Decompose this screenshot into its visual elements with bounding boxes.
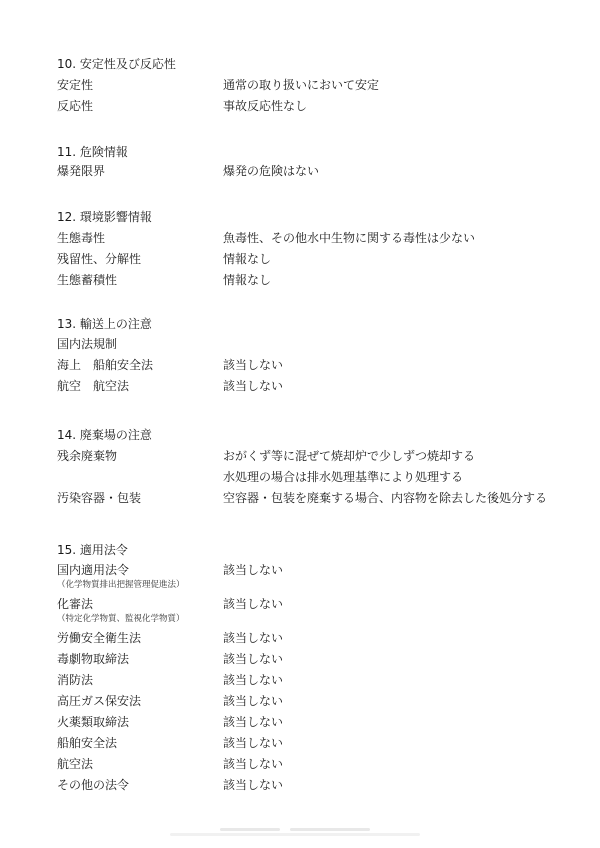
row-label: 航空法: [57, 757, 94, 771]
section-15-note-prtr: （化学物質排出把握管理促進法）: [57, 580, 185, 590]
row-value: 該当しない: [223, 652, 284, 666]
row-value: 情報なし: [223, 273, 272, 287]
row-label: 労働安全衛生法: [57, 631, 142, 645]
row-label: 残留性、分解性: [57, 252, 142, 266]
row-label: 汚染容器・包装: [57, 491, 142, 505]
row-value: 該当しない: [223, 778, 284, 792]
section-12-row-persistence: [57, 251, 271, 267]
section-15-row-aviation: [57, 756, 283, 772]
row-value: 通常の取り扱いにおいて安定: [223, 78, 380, 92]
row-value: 該当しない: [223, 631, 284, 645]
footer-faint-mark: [170, 833, 420, 836]
section-15-row-fire-service: [57, 672, 283, 688]
row-label: 船舶安全法: [57, 736, 118, 750]
section-13-row-sea: [57, 357, 283, 373]
section-15-row-ship-safety: [57, 735, 283, 751]
section-14-row-water-treatment: 水処理の場合は排水処理基準により処理する: [223, 470, 464, 484]
row-value: 情報なし: [223, 252, 272, 266]
row-value: 該当しない: [223, 673, 284, 687]
section-15-row-cscl: [57, 596, 283, 612]
row-label: 爆発限界: [57, 164, 106, 178]
section-15-row-other-laws: [57, 777, 283, 793]
section-13-row-air: [57, 378, 283, 394]
section-14-row-contaminated-container: [57, 490, 547, 506]
row-value: 該当しない: [223, 757, 284, 771]
section-10-row-stability: [57, 77, 379, 93]
row-value: 該当しない: [223, 358, 284, 372]
row-value: おがくず等に混ぜて焼却炉で少しずつ焼却する: [223, 449, 476, 463]
row-value: 該当しない: [223, 379, 284, 393]
row-value: 空容器・包装を廃棄する場合、内容物を除去した後処分する: [223, 491, 548, 505]
row-label: 高圧ガス保安法: [57, 694, 142, 708]
row-value: 該当しない: [223, 715, 284, 729]
section-11-row-explosion-limit: [57, 163, 319, 179]
row-value: 該当しない: [223, 736, 284, 750]
row-label: 化審法: [57, 597, 94, 611]
row-value: 該当しない: [223, 694, 284, 708]
row-label: その他の法令: [57, 778, 130, 792]
row-value: 事故反応性なし: [223, 99, 308, 113]
section-12-heading: 12. 環境影響情報: [57, 210, 152, 224]
section-12-row-ecotoxicity: [57, 230, 475, 246]
section-11-heading: 11. 危険情報: [57, 145, 128, 159]
row-label: 生態毒性: [57, 231, 106, 245]
footer-faint-text: [150, 826, 450, 836]
row-value: 該当しない: [223, 597, 284, 611]
section-15-row-explosives: [57, 714, 283, 730]
section-14-row-residual-waste: [57, 448, 475, 464]
row-value: 爆発の危険はない: [223, 164, 320, 178]
row-value: 魚毒性、その他水中生物に関する毒性は少ない: [223, 231, 476, 245]
section-15-row-ishl: [57, 630, 283, 646]
section-10-row-reactivity: [57, 98, 307, 114]
row-label: 国内適用法令: [57, 563, 130, 577]
row-value: 該当しない: [223, 563, 284, 577]
section-13-heading: 13. 輸送上の注意: [57, 317, 152, 331]
row-label: 火薬類取締法: [57, 715, 130, 729]
section-14-heading: 14. 廃棄場の注意: [57, 428, 152, 442]
section-12-row-bioaccumulation: [57, 272, 271, 288]
section-13-subheading: 国内法規制: [57, 337, 118, 351]
footer-faint-mark: [220, 828, 280, 831]
section-10-heading: 10. 安定性及び反応性: [57, 57, 176, 71]
section-15-row-high-pressure-gas: [57, 693, 283, 709]
section-15-row-poisonous-substances: [57, 651, 283, 667]
row-label: 毒劇物取締法: [57, 652, 130, 666]
section-15-row-domestic-law: [57, 562, 283, 578]
section-15-heading: 15. 適用法令: [57, 543, 128, 557]
row-label: 生態蓄積性: [57, 273, 118, 287]
row-label: 消防法: [57, 673, 94, 687]
row-label: 航空 航空法: [57, 379, 130, 393]
section-15-note-specified-chemicals: （特定化学物質、監視化学物質）: [57, 614, 185, 624]
row-label: 海上 船舶安全法: [57, 358, 154, 372]
footer-faint-mark: [290, 828, 370, 831]
row-label: 反応性: [57, 99, 94, 113]
row-label: 安定性: [57, 78, 94, 92]
row-label: 残余廃棄物: [57, 449, 118, 463]
